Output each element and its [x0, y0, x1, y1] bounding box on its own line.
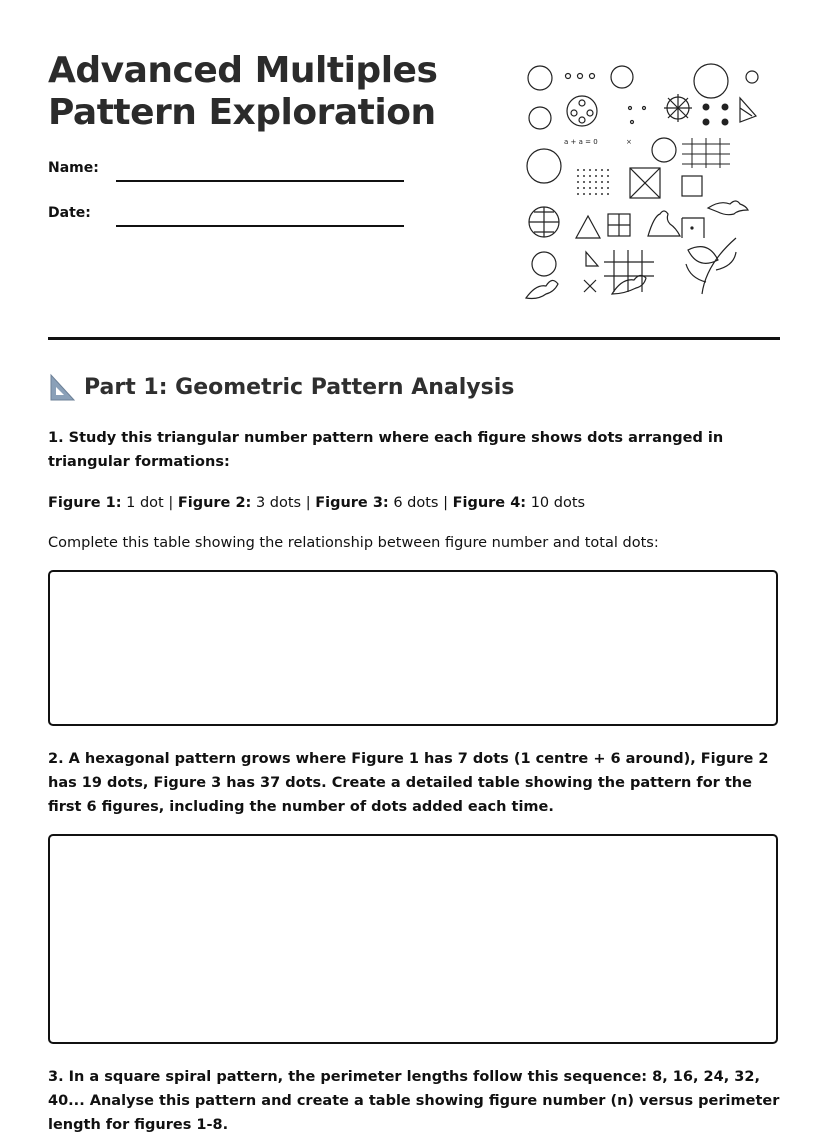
- svg-text:×: ×: [626, 138, 632, 146]
- date-label: Date:: [48, 205, 91, 221]
- figure-separator: |: [305, 495, 311, 511]
- question-3-text: 3. In a square spiral pattern, the perimeter lengths follow this sequence: 8, 16, 24, 32, 40... Analyse this pattern and create a table showing figure number (n) versus perimeter length for figures 1-8.: [48, 1069, 780, 1133]
- question-1-answer-box[interactable]: [48, 570, 778, 726]
- figure-value: 3 dots: [255, 495, 302, 511]
- figure-label: Figure 4:: [452, 495, 527, 511]
- date-field-line[interactable]: [116, 225, 404, 227]
- figure-label: Figure 2:: [177, 495, 252, 511]
- figure-value: 10 dots: [530, 495, 586, 511]
- part1-heading: [48, 372, 514, 402]
- title-line-1: Advanced Multiples: [48, 50, 438, 91]
- clipart-caption: a + a = 0: [564, 138, 598, 146]
- name-field-line[interactable]: [116, 180, 404, 182]
- figure-separator: |: [443, 495, 448, 511]
- part1-title: Part 1: Geometric Pattern Analysis: [84, 374, 515, 400]
- figure-label: Figure 1:: [48, 495, 122, 511]
- name-label: Name:: [48, 160, 99, 176]
- header-divider: [48, 337, 780, 340]
- question-2-text: 2. A hexagonal pattern grows where Figure 1 has 7 dots (1 centre + 6 around), Figure 2 has 19 dots, Figure 3 has 37 dots. Create a detailed table showing the pattern for the first 6 figures, including the number of dots added each time.: [48, 751, 769, 815]
- question-1-text: 1. Study this triangular number pattern where each figure shows dots arranged in triangular formations:: [48, 430, 724, 470]
- figure-values-line: [48, 492, 585, 514]
- question-1-instruction: Complete this table showing the relationship between figure number and total dots:: [48, 535, 659, 551]
- worksheet-title: [48, 50, 437, 134]
- figure-separator: |: [168, 495, 174, 511]
- math-clipart-image: [520, 58, 760, 306]
- figure-value: 1 dot: [126, 495, 164, 511]
- figure-label: Figure 3:: [315, 495, 389, 511]
- title-line-2: Pattern Exploration: [48, 92, 436, 133]
- figure-value: 6 dots: [393, 495, 439, 511]
- question-2-answer-box[interactable]: [48, 834, 778, 1044]
- set-square-icon: [48, 372, 76, 402]
